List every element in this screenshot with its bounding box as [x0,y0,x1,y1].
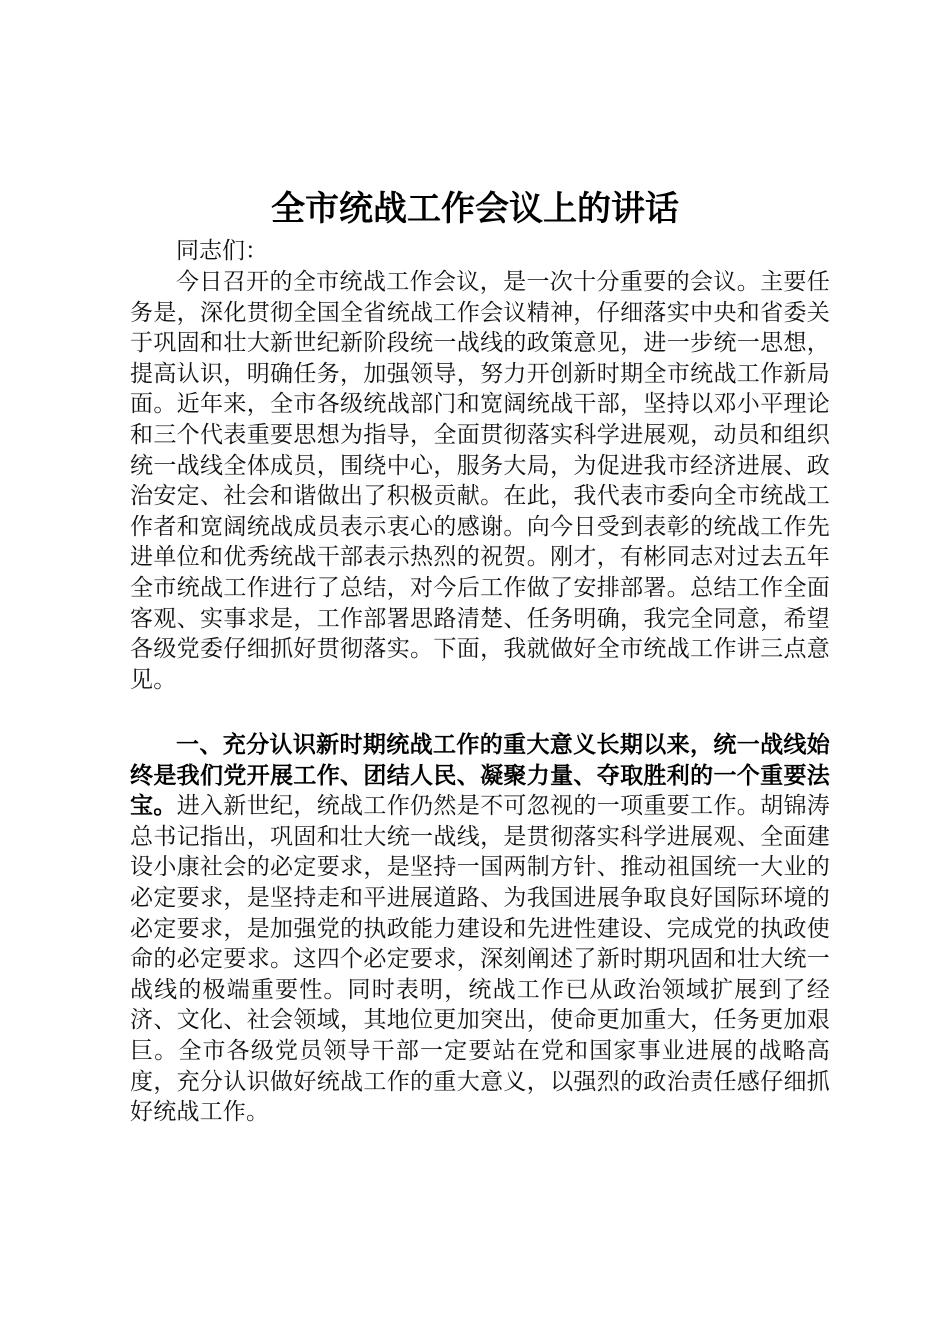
paragraph-intro [130,267,830,695]
section-1-body: 进入新世纪，统战工作仍然是不可忽视的一项重要工作。胡锦涛总书记指出，巩固和壮大统一战线，是贯彻落实科学进展观、全面建设小康社会的必定要求，是坚持一国两制方针、推动祖国统一大业的必定要求，是坚持走和平进展道路、为我国进展争取良好国际环境的必定要求，是加强党的执政能力建设和先进性建设、完成党的执政使命的必定要求。这四个必定要求，深刻阐述了新时期巩固和壮大统一战线的极端重要性。同时表明，统战工作已从政治领域扩展到了经济、文化、社会领域，其地位更加突出，使命更加重大，任务更加艰巨。全市各级党员领导干部一定要站在党和国家事业进展的战略高度，充分认识做好统战工作的重大意义，以强烈的政治责任感仔细抓好统战工作。 [130,793,830,1126]
paragraph-intro-text: 今日召开的全市统战工作会议，是一次十分重要的会议。主要任务是，深化贯彻全国全省统战工作会议精神，仔细落实中央和省委关于巩固和壮大新世纪新阶段统一战线的政策意见，进一步统一思想，提高认识，明确任务，加强领导，努力开创新时期全市统战工作新局面。近年来，全市各级统战部门和宽阔统战干部，坚持以邓小平理论和三个代表重要思想为指导，全面贯彻落实科学进展观，动员和组织统一战线全体成员，围绕中心，服务大局，为促进我市经济进展、政治安定、社会和谐做出了积极贡献。在此，我代表市委向全市统战工作者和宽阔统战成员表示衷心的感谢。向今日受到表彰的统战工作先进单位和优秀统战干部表示热烈的祝贺。刚才，有彬同志对过去五年全市统战工作进行了总结，对今后工作做了安排部署。总结工作全面客观、实事求是，工作部署思路清楚、任务明确，我完全同意，希望各级党委仔细抓好贯彻落实。下面，我就做好全市统战工作讲三点意见。 [130,269,830,693]
section-1-heading: 一、充分认识新时期统战工作的重大意义长期以来，统一战线始终是我们党开展工作、团结人民、凝聚力量、夺取胜利的一个重要法宝。 [130,732,830,820]
paragraph-section-1 [130,730,830,1128]
document-title: 全市统战工作会议上的讲话 [271,189,679,229]
salutation: 同志们： [176,238,268,264]
